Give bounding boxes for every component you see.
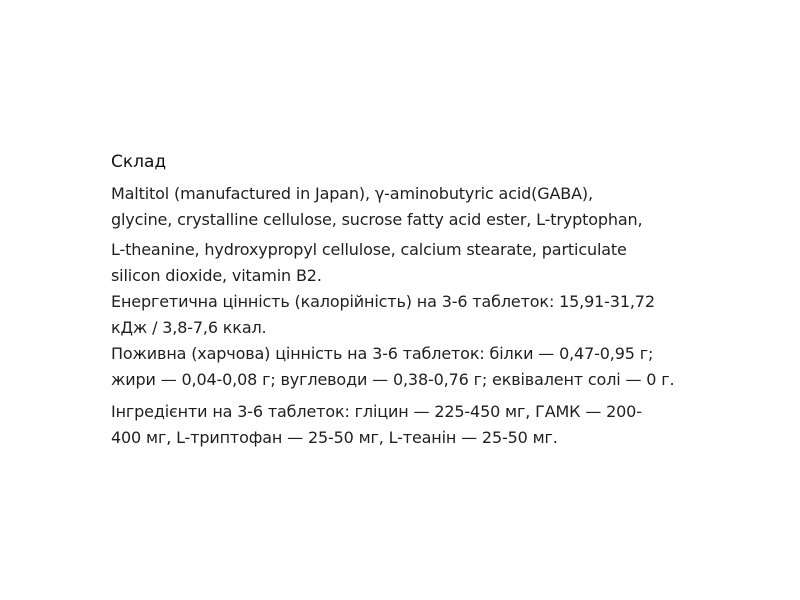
text-line: 400 мг, L-триптофан — 25-50 мг, L-теанін — 25-50 мг. (111, 428, 558, 447)
text-line: Енергетична цінність (калорійність) на 3-6 таблеток: 15,91-31,72 (111, 292, 655, 311)
text-line: Інгредієнти на 3-6 таблеток: гліцин — 225-450 мг, ГАМК — 200- (111, 402, 642, 421)
text-line: Maltitol (manufactured in Japan), γ-aminobutyric acid(GABA), (111, 184, 593, 203)
nutrition-value-paragraph (111, 341, 761, 393)
text-line: Поживна (харчова) цінність на 3-6 таблеток: білки — 0,47-0,95 г; (111, 344, 654, 363)
text-line: L-theanine, hydroxypropyl cellulose, calcium stearate, particulate (111, 240, 627, 259)
text-line: silicon dioxide, vitamin B2. (111, 266, 322, 285)
section-heading: Склад (111, 152, 167, 172)
composition-section (111, 151, 761, 451)
ingredients-paragraph (111, 181, 761, 289)
text-line: кДж / 3,8-7,6 ккал. (111, 318, 267, 337)
ingredients-per-dose-paragraph (111, 399, 761, 451)
text-line: glycine, crystalline cellulose, sucrose fatty acid ester, L-tryptophan, (111, 210, 643, 229)
text-line: жири — 0,04-0,08 г; вуглеводи — 0,38-0,76 г; еквівалент солі — 0 г. (111, 370, 675, 389)
energy-value-paragraph (111, 289, 761, 341)
